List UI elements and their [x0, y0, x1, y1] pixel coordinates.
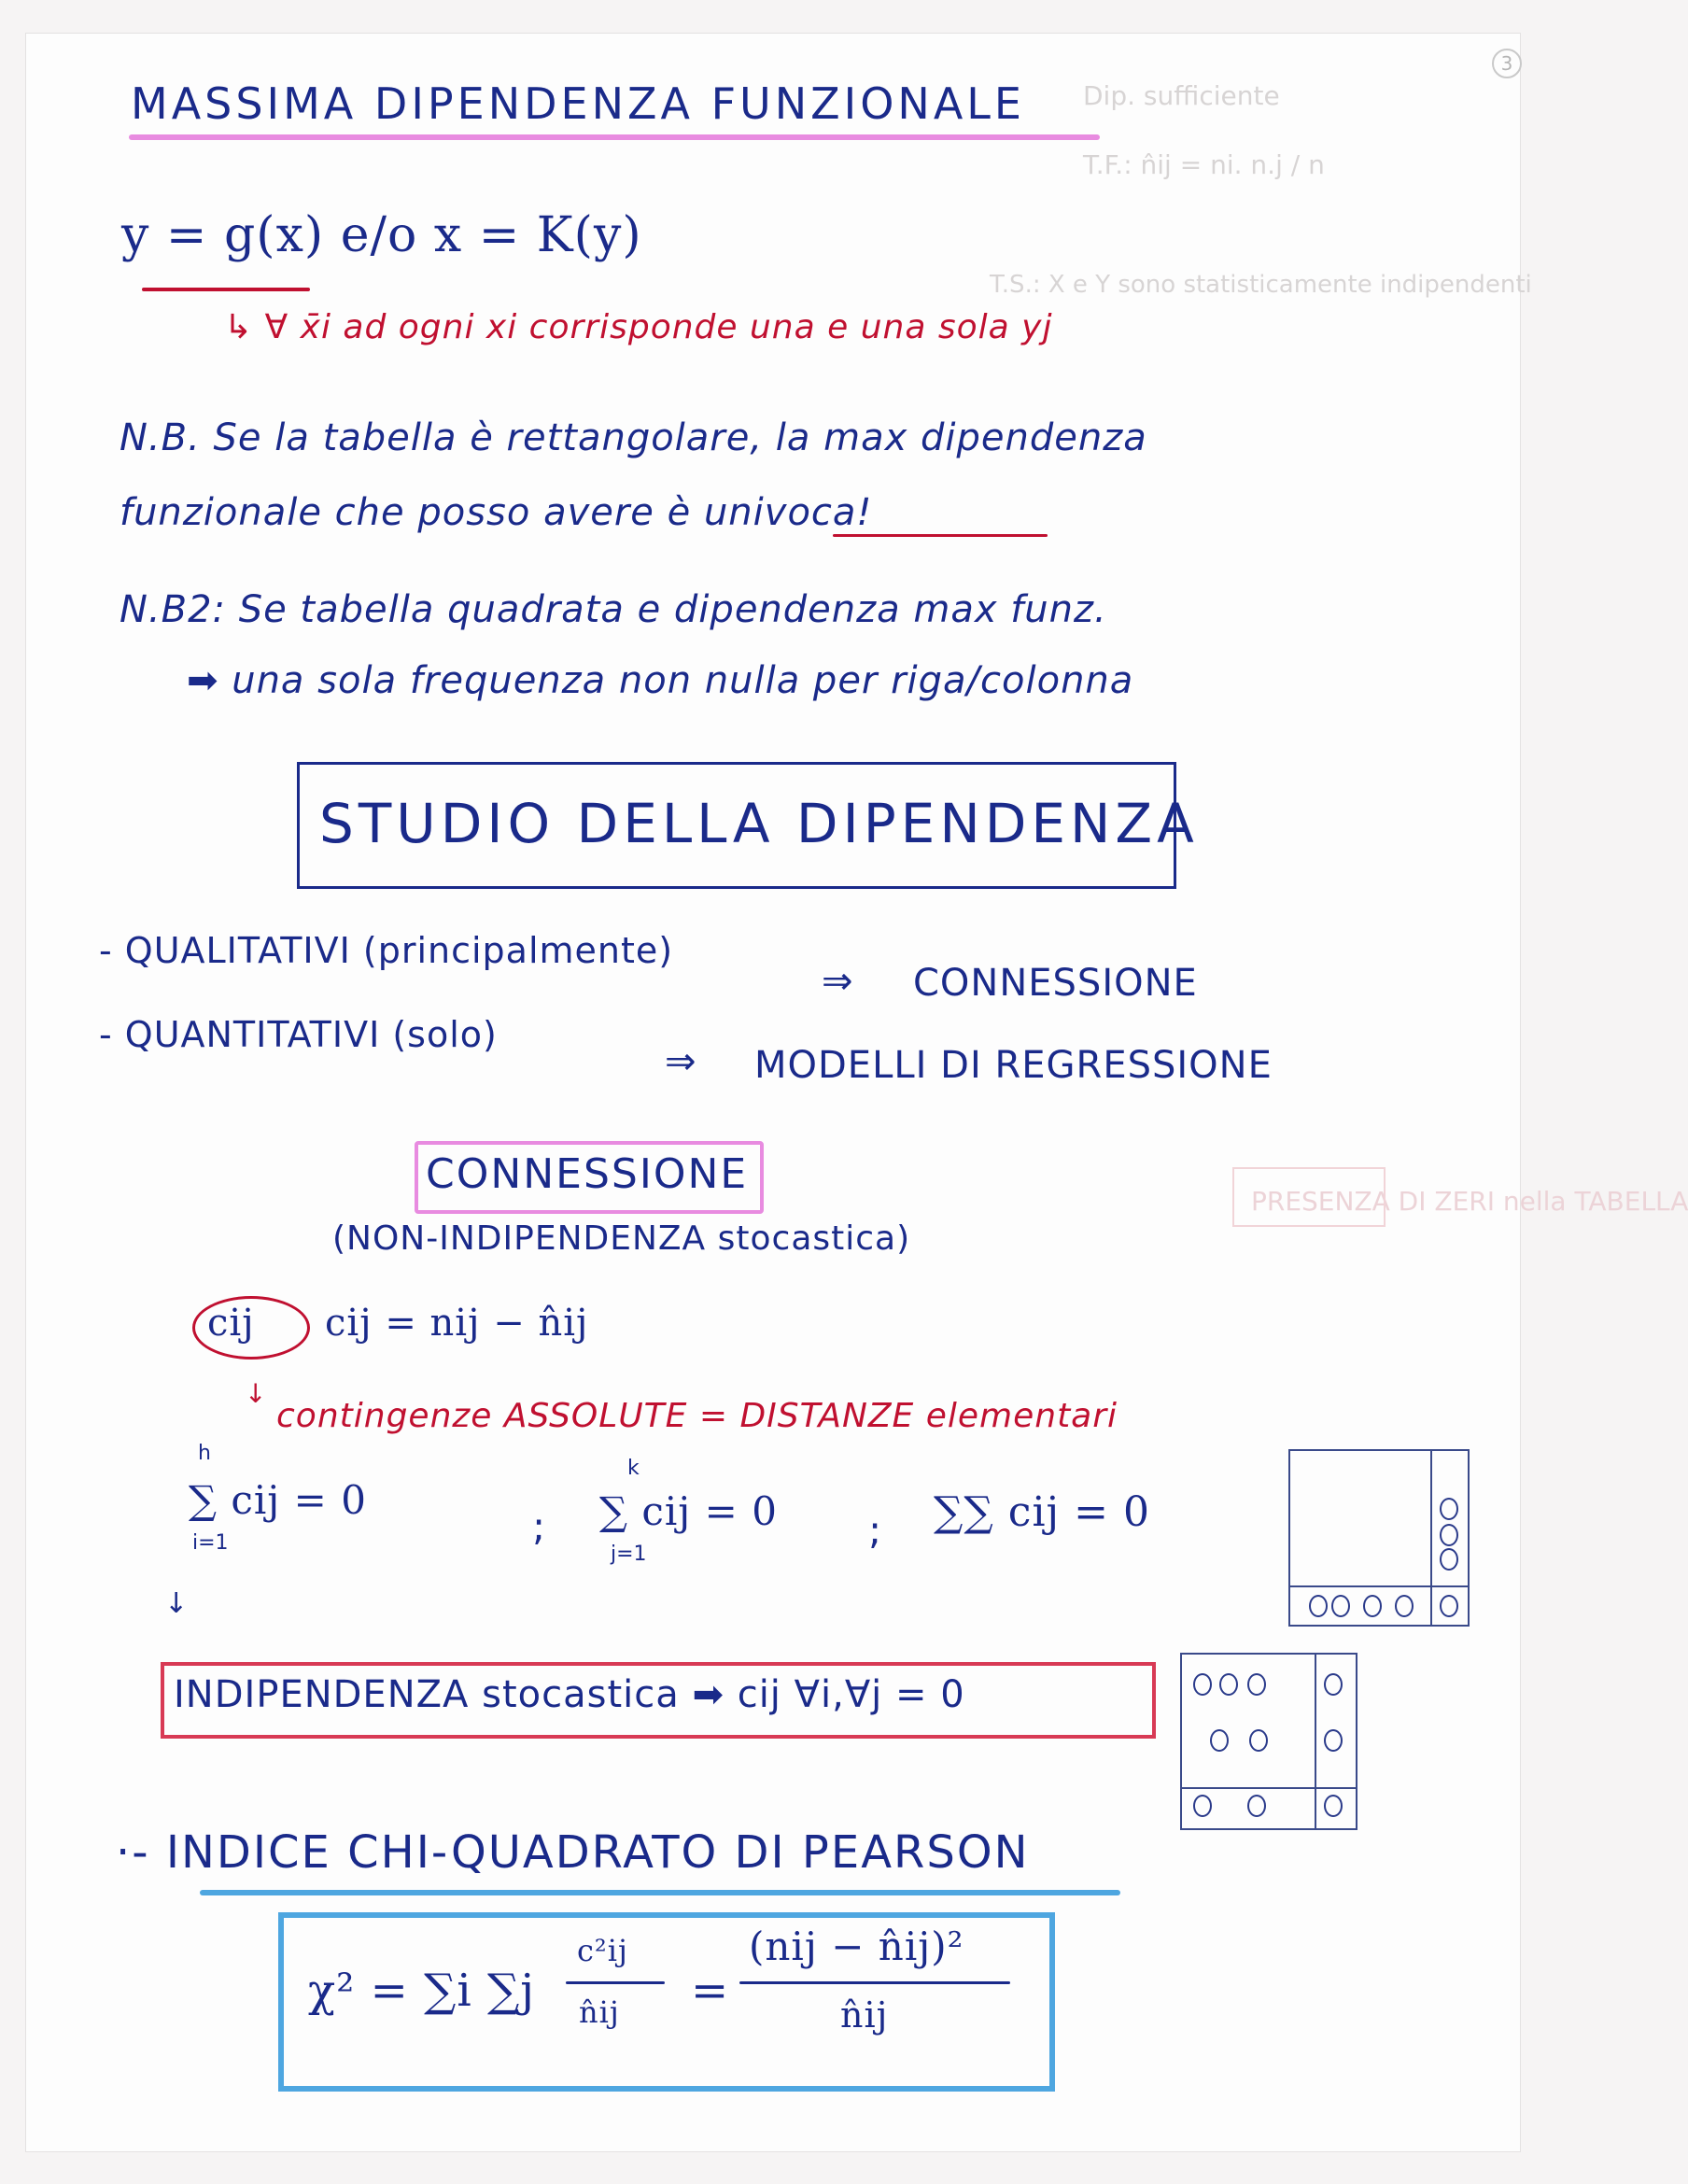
heading-connessione: CONNESSIONE	[426, 1150, 749, 1198]
red-underline	[142, 288, 310, 291]
ghost-text-2: T.F.: n̂ij = ni. n.j / n	[1083, 149, 1325, 180]
chi-frac1-numerator: c²ij	[577, 1933, 628, 1968]
magenta-underline	[129, 134, 1100, 140]
list-item-quantitativi: - QUANTITATIVI (solo)	[99, 1014, 498, 1055]
arrow-qualitativi: ⇒	[822, 960, 854, 1003]
cij-definition: cij = nij − n̂ij	[325, 1302, 589, 1345]
result-connessione: CONNESSIONE	[913, 962, 1198, 1005]
chi-frac2-numerator: (nij − n̂ij)²	[749, 1923, 964, 1969]
nb2-line1: N.B2: Se tabella quadrata e dipendenza max funz.	[120, 588, 1107, 631]
sum2-upper-limit: k	[627, 1457, 640, 1480]
blue-underline	[200, 1890, 1120, 1895]
sum-separator-1: ;	[532, 1503, 547, 1549]
heading-studio-dipendenza: STUDIO DELLA DIPENDENZA	[319, 792, 1199, 855]
nb1-line1: N.B. Se la tabella è rettangolare, la max dipendenza	[120, 416, 1147, 459]
arrow-quantitativi: ⇒	[665, 1040, 697, 1083]
ghost-box	[1232, 1167, 1386, 1227]
sum2-lower-limit: j=1	[611, 1543, 647, 1566]
chi-frac1-bar	[566, 1981, 665, 1984]
table-sketch-square	[1180, 1653, 1357, 1830]
indipendenza-statement: INDIPENDENZA stocastica ➡ cij ∀i,∀j = 0	[174, 1673, 965, 1716]
sum-separator-2: ;	[868, 1507, 883, 1553]
list-item-qualitativi: - QUALITATIVI (principalmente)	[99, 930, 674, 971]
chi-lhs: χ² = ∑i ∑j	[308, 1965, 536, 2017]
note-ad-ogni-xi: ↳ ∀ x̄i ad ogni xi corrisponde una e una sola yj	[224, 308, 1053, 346]
chi-frac1-denominator: n̂ij	[579, 1994, 620, 2030]
sum3-expression: ∑∑ cij = 0	[934, 1488, 1150, 1536]
nb1-line2: funzionale che posso avere è univoca!	[120, 491, 873, 534]
sum2-expression: ∑ cij = 0	[599, 1488, 778, 1534]
heading-massima-dipendenza: MASSIMA DIPENDENZA FUNZIONALE	[131, 78, 1025, 129]
table-sketch-rectangular	[1288, 1449, 1470, 1627]
ghost-text-4: PRESENZA DI ZERI nella TABELLA	[1251, 1186, 1688, 1217]
heading-chi-quadrato: ·- INDICE CHI-QUADRATO DI PEARSON	[116, 1826, 1030, 1879]
page-number: 3	[1492, 49, 1522, 78]
univoca-underline	[833, 534, 1048, 537]
sum1-expression: ∑ cij = 0	[189, 1477, 367, 1523]
contingenze-note: contingenze ASSOLUTE = DISTANZE elementari	[276, 1397, 1118, 1435]
chi-equals: =	[691, 1965, 730, 2017]
sum1-upper-limit: h	[198, 1442, 211, 1465]
ghost-text-1: Dip. sufficiente	[1083, 80, 1280, 111]
nb2-line2: ➡ una sola frequenza non nulla per riga/colonna	[187, 659, 1134, 702]
subheading-non-indipendenza: (NON-INDIPENDENZA stocastica)	[332, 1219, 911, 1258]
cij-symbol: cij	[207, 1302, 255, 1345]
result-modelli-regressione: MODELLI DI REGRESSIONE	[754, 1044, 1273, 1087]
formula-funzionale: y = g(x) e/o x = K(y)	[121, 207, 642, 263]
chi-frac2-denominator: n̂ij	[840, 1994, 889, 2036]
sum1-lower-limit: i=1	[192, 1531, 229, 1555]
chi-frac2-bar	[739, 1981, 1010, 1984]
ghost-text-3: T.S.: X e Y sono statisticamente indipendenti	[990, 271, 1532, 299]
